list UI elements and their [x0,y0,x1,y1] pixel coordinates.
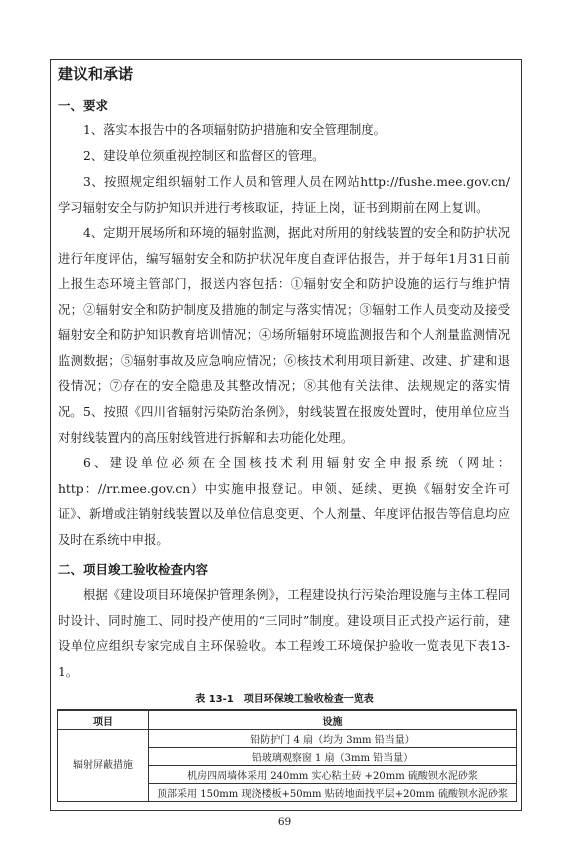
table-row [58,730,517,748]
facility-cell: 铅玻璃观察窗 1 扇（3mm 铅当量） [149,748,517,766]
category-cell: 辐射屏蔽措施 [58,730,149,802]
acceptance-paragraph: 根据《建设项目环境保护管理条例》，工程建设执行污染治理设施与主体工程同时设计、同时施工、同时投产使用的“三同时”制度。建设项目正式投产运行前，建设单位应组织专家完成自主环保验收。本工程竣工环境保护验收一览表见下表13-1。 [58,588,510,679]
requirements-heading: 一、要求 [58,98,109,113]
facility-cell: 顶部采用 150mm 现浇楼板+50mm 贴砖地面找平层+20mm 硫酸钡水泥砂浆 [149,784,517,802]
table-caption: 表 13-1 项目环保竣工验收检查一览表 [195,694,374,705]
header-item: 项目 [58,710,149,730]
acceptance-table [57,709,517,802]
requirement-item-1: 1、落实本报告中的各项辐射防护措施和安全管理制度。 [83,123,386,137]
table-header-row [58,710,517,730]
page-number: 69 [277,816,292,828]
requirement-item-6: 6、建设单位必须在全国核技术利用辐射安全申报系统（网址：http：//rr.mee.gov.cn）中实施申报登记。申领、延续、更换《辐射安全许可证》、新增或注销射线装置以及单位信息变更、个人剂量、年度评估报告等信息均应及时在系统中申报。 [58,456,510,547]
section-title: 建议和承诺 [58,65,134,83]
facility-cell: 铅防护门 4 扇（均为 3mm 铅当量） [149,730,517,748]
requirement-item-2: 2、建设单位须重视控制区和监督区的管理。 [83,149,325,163]
requirement-item-4: 4、定期开展场所和环境的辐射监测，据此对所用的射线装置的安全和防护状况进行年度评估，编写辐射安全和防护状况年度自查评估报告，并于每年1月31日前上报生态环境主管部门，报送内容包括：①辐射安全和防护设施的运行与维护情况；②辐射安全和防护制度及措施的制定与落实情况；③辐射工作人员变动及接受辐射安全和防护知识教育培训情况；④场所辐射环境监测报告和个人剂量监测情况监测数据；⑤辐射事故及应急响应情况；⑥核技术利用项目新建、改建、扩建和退役情况；⑦存在的安全隐患及其整改情况；⑧其他有关法律、法规规定的落实情况。 [58,226,510,419]
requirement-item-3: 3、按照规定组织辐射工作人员和管理人员在网站http://fushe.mee.gov.cn/学习辐射安全与防护知识并进行考核取证，持证上岗，证书到期前在网上复训。 [58,175,510,215]
requirement-item-5: 5、按照《四川省辐射污染防治条例》，射线装置在报废处置时，使用单位应当对射线装置内的高压射线管进行拆解和去功能化处理。 [58,405,510,445]
acceptance-heading: 二、项目竣工验收检查内容 [58,562,209,577]
header-facility: 设施 [149,710,517,730]
facility-cell: 机房四周墙体采用 240mm 实心粘土砖 +20mm 硫酸钡水泥砂浆 [149,766,517,784]
